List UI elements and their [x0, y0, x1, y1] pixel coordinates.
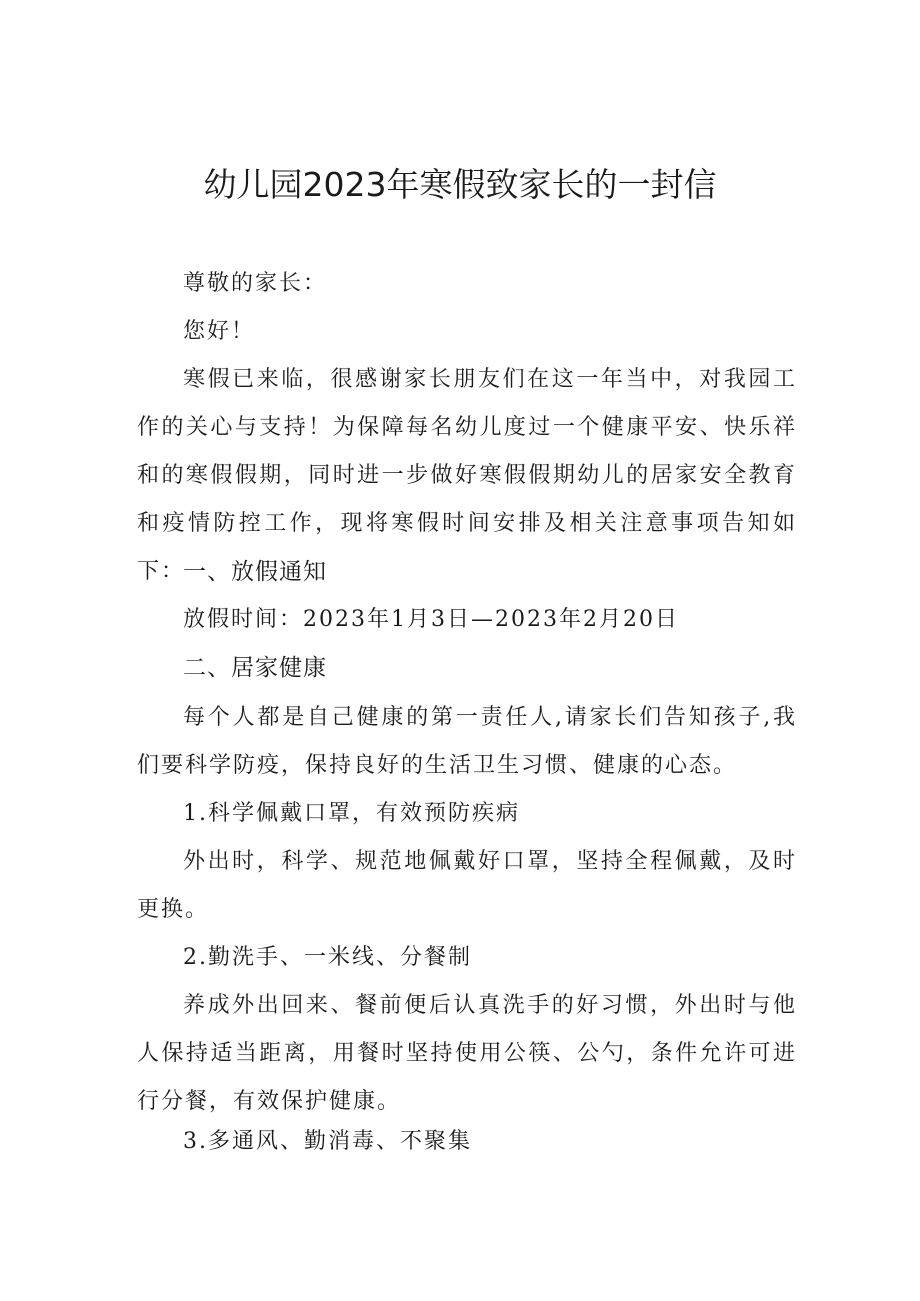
- item-heading-handwashing: 2.勤洗手、一米线、分餐制: [183, 945, 472, 970]
- holiday-dates: 放假时间：2023年1月3日—2023年2月20日: [183, 607, 679, 632]
- handwashing-paragraph: 养成外出回来、餐前便后认真洗手的好习惯，外出时与他人保持适当距离，用餐时坚持使用公筷、公勺，条件允许可进行分餐，有效保护健康。: [137, 993, 797, 1114]
- section-heading-home-health: 二、居家健康: [183, 655, 327, 681]
- home-health-paragraph: 每个人都是自己健康的第一责任人,请家长们告知孩子,我们要科学防疫，保持良好的生活卫生习惯、健康的心态。: [137, 705, 797, 778]
- masks-paragraph: 外出时，科学、规范地佩戴好口罩，坚持全程佩戴，及时更换。: [137, 849, 797, 922]
- item-heading-masks: 1.科学佩戴口罩，有效预防疾病: [183, 801, 520, 826]
- salutation: 尊敬的家长：: [183, 271, 328, 296]
- item-heading-ventilation: 3.多通风、勤消毒、不聚集: [183, 1129, 472, 1154]
- greeting: 您好！: [183, 319, 256, 344]
- intro-paragraph: 寒假已来临，很感谢家长朋友们在这一年当中，对我园工作的关心与支持！为保障每名幼儿度过一个健康平安、快乐祥和的寒假假期，同时进一步做好寒假假期幼儿的居家安全教育和疫情防控工作，现将寒假时间安排及相关注意事项告知如下：: [137, 367, 797, 584]
- document-title: 幼儿园2023年寒假致家长的一封信: [203, 165, 717, 204]
- section-heading-holiday-notice: 一、放假通知: [183, 559, 327, 585]
